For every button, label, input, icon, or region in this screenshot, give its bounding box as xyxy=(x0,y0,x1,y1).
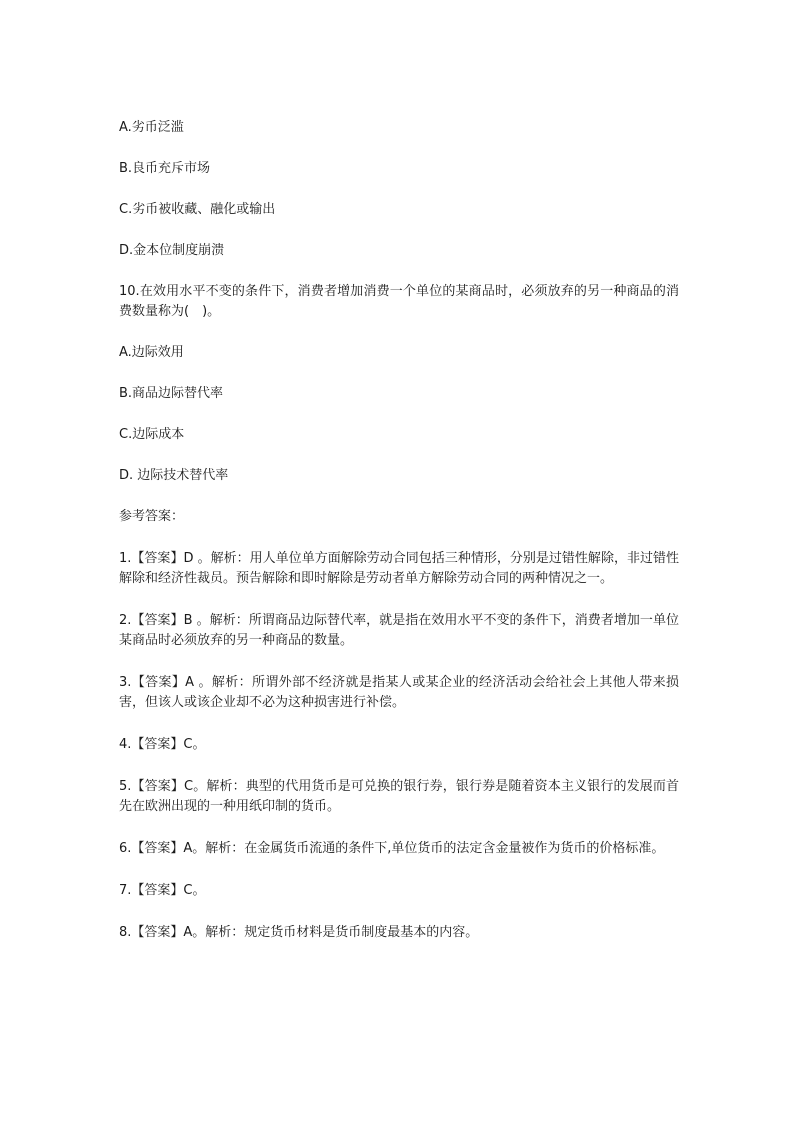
page-content xyxy=(119,118,679,965)
answer-3: 3.【答案】A 。解析：所谓外部不经济就是指某人或某企业的经济活动会给社会上其他人带来损害，但该人或该企业却不必为这种损害进行补偿。 xyxy=(119,675,679,710)
answer-7: 7.【答案】C。 xyxy=(119,883,206,898)
q10-option-b: B.商品边际替代率 xyxy=(119,386,224,401)
q9-option-a: A.劣币泛滥 xyxy=(119,120,184,135)
q10-option-a: A.边际效用 xyxy=(119,345,184,360)
answer-1: 1.【答案】D 。解析：用人单位单方面解除劳动合同包括三种情形，分别是过错性解除，非过错性解除和经济性裁员。预告解除和即时解除是劳动者单方解除劳动合同的两种情况之一。 xyxy=(119,551,679,586)
q9-option-b: B.良币充斥市场 xyxy=(119,161,211,176)
answer-5: 5.【答案】C。解析：典型的代用货币是可兑换的银行券，银行券是随着资本主义银行的发展而首先在欧洲出现的一种用纸印制的货币。 xyxy=(119,779,679,814)
answer-8: 8.【答案】A。解析：规定货币材料是货币制度最基本的内容。 xyxy=(119,925,479,940)
q9-option-c: C.劣币被收藏、融化或输出 xyxy=(119,202,276,217)
q9-option-d: D.金本位制度崩溃 xyxy=(119,243,225,258)
answer-6: 6.【答案】A。解析：在金属货币流通的条件下,单位货币的法定含金量被作为货币的价格标准。 xyxy=(119,841,665,856)
q10-option-d: D. 边际技术替代率 xyxy=(119,468,229,483)
answers-heading: 参考答案： xyxy=(119,509,185,524)
q10-text: 10.在效用水平不变的条件下，消费者增加消费一个单位的某商品时，必须放弃的另一种商品的消费数量称为( )。 xyxy=(119,284,679,319)
answer-4: 4.【答案】C。 xyxy=(119,737,206,752)
answer-2: 2.【答案】B 。解析：所谓商品边际替代率，就是指在效用水平不变的条件下，消费者增加一单位某商品时必须放弃的另一种商品的数量。 xyxy=(119,613,679,648)
q10-option-c: C.边际成本 xyxy=(119,427,185,442)
